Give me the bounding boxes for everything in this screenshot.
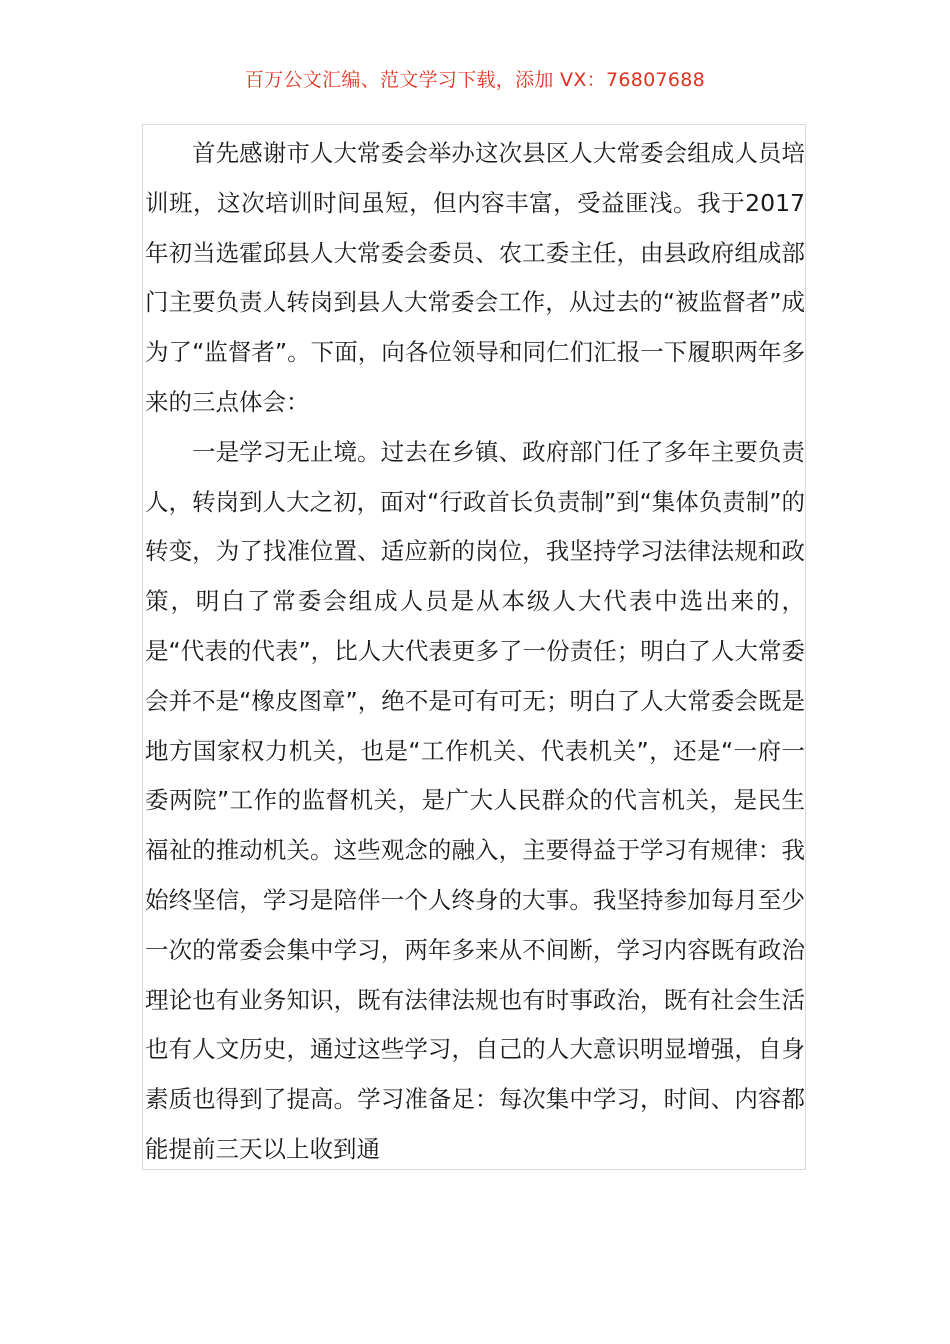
paragraph-intro: 首先感谢市人大常委会举办这次县区人大常委会组成人员培训班，这次培训时间虽短，但内容丰富，受益匪浅。我于2017年初当选霍邱县人大常委会委员、农工委主任，由县政府组成部门主要负责人转岗到县人大常委会工作，从过去的“被监督者”成为了“监督者”。下面，向各位领导和同仁们汇报一下履职两年多来的三点体会： xyxy=(145,139,805,416)
document-frame xyxy=(142,124,806,1170)
header-notice: 百万公文汇编、范文学习下载，添加 VX：76807688 xyxy=(244,69,706,91)
paragraph-point-one: 一是学习无止境。过去在乡镇、政府部门任了多年主要负责人，转岗到人大之初，面对“行政首长负责制”到“集体负责制”的转变，为了找准位置、适应新的岗位，我坚持学习法律法规和政策，明白了常委会组成人员是从本级人大代表中选出来的，是“代表的代表”，比人大代表更多了一份责任；明白了人大常委会并不是“橡皮图章”，绝不是可有可无；明白了人大常委会既是地方国家权力机关，也是“工作机关、代表机关”，还是“一府一委两院”工作的监督机关，是广大人民群众的代言机关，是民生福祉的推动机关。这些观念的融入，主要得益于学习有规律：我始终坚信，学习是陪伴一个人终身的大事。我坚持参加每月至少一次的常委会集中学习，两年多来从不间断，学习内容既有政治理论也有业务知识，既有法律法规也有时事政治，既有社会生活也有人文历史，通过这些学习，自己的人大意识明显增强，自身素质也得到了提高。学习准备足：每次集中学习，时间、内容都能提前三天以上收到通 xyxy=(145,437,805,1163)
document-body xyxy=(145,129,805,1170)
